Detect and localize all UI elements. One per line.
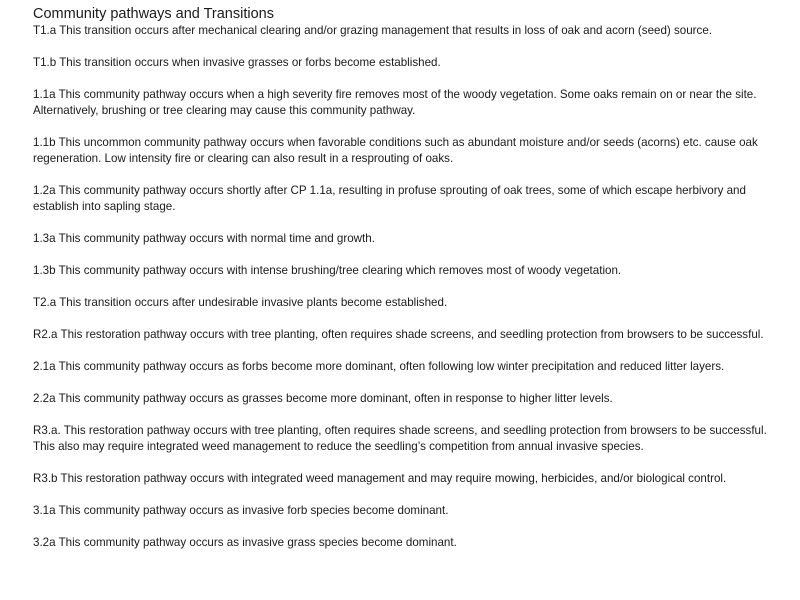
pathway-entry-1-1a: 1.1a This community pathway occurs when a high severity fire removes most of the woody vegetation. Some oaks remain on or near the site. Alternatively, brushing or tree clearing may cause this community pathway. [33, 88, 757, 117]
pathway-entry-t1a: T1.a This transition occurs after mechanical clearing and/or grazing management that results in loss of oak and acorn (seed) source. [33, 24, 713, 37]
pathway-entry-r2a: R2.a This restoration pathway occurs with tree planting, often requires shade screens, and seedling protection from browsers to be successful. [33, 328, 764, 341]
pathway-entry-3-1a: 3.1a This community pathway occurs as invasive forb species become dominant. [33, 504, 449, 517]
pathway-entry-1-1b: 1.1b This uncommon community pathway occurs when favorable conditions such as abundant moisture and/or seeds (acorns) etc. cause oak regeneration. Low intensity fire or clearing can also result in a resprouting of oaks. [33, 136, 758, 165]
pathway-entry-3-2a: 3.2a This community pathway occurs as invasive grass species become dominant. [33, 536, 457, 549]
document-title: Community pathways and Transitions [33, 6, 274, 22]
pathway-entry-2-2a: 2.2a This community pathway occurs as grasses become more dominant, often in response to higher litter levels. [33, 392, 613, 405]
pathway-entry-1-3a: 1.3a This community pathway occurs with normal time and growth. [33, 232, 375, 245]
pathway-entry-2-1a: 2.1a This community pathway occurs as forbs become more dominant, often following low winter precipitation and reduced litter layers. [33, 360, 725, 373]
pathway-entry-t1b: T1.b This transition occurs when invasive grasses or forbs become established. [33, 56, 441, 69]
pathway-entry-t2a: T2.a This transition occurs after undesirable invasive plants become established. [33, 296, 448, 309]
pathway-entry-1-2a: 1.2a This community pathway occurs shortly after CP 1.1a, resulting in profuse sprouting of oak trees, some of which escape herbivory and establish into sapling stage. [33, 184, 746, 213]
pathway-entry-r3b: R3.b This restoration pathway occurs with integrated weed management and may require mowing, herbicides, and/or biological control. [33, 472, 727, 485]
pathway-list [33, 23, 790, 551]
pathway-entry-1-3b: 1.3b This community pathway occurs with intense brushing/tree clearing which removes most of woody vegetation. [33, 264, 622, 277]
pathway-entry-r3a: R3.a. This restoration pathway occurs with tree planting, often requires shade screens, and seedling protection from browsers to be successful. This also may require integrated weed management to reduce the seedling’s competition from annual invasive species. [33, 424, 767, 453]
